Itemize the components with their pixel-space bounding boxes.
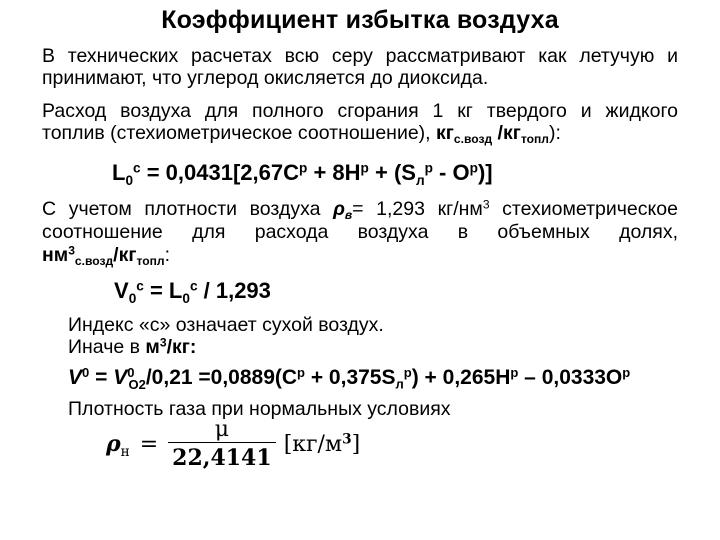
paragraph-3-line-1: С учетом плотности воздуха $\rho_в= 1,293$ $кг/нм^3$ стехиометрическое <box>42 197 678 223</box>
fraction-numerator: μ <box>214 417 230 442</box>
rho-air-symbol: $\rho_в$ <box>333 198 353 223</box>
unit-kg-air: $кг_{с.возд}$ $/кг_{топл}$ <box>436 122 549 147</box>
density-unit: $[кг/м^3]$ <box>283 431 361 457</box>
fraction-denominator: 22,4141 <box>168 442 276 471</box>
paragraph-5-line-1: Плотность газа при нормальных условиях <box>68 398 451 420</box>
formula-gas-density <box>106 418 360 470</box>
paragraph-4-line-2: Иначе в $м^3/кг$: <box>68 335 197 358</box>
paragraph-3-line-3: $нм^3_{с.возд}/кг_{топл}$: <box>42 243 170 269</box>
paragraph-2-line-1: Расход воздуха для полного сгорания 1 кг твердого и жидкого <box>42 100 678 122</box>
paragraph-1-line-1: В технических расчетах всю серу рассматривают как летучую и <box>42 45 678 67</box>
density-fraction <box>168 417 276 471</box>
paragraph-4-line-1: Индекс «с» означает сухой воздух. <box>68 314 384 336</box>
paragraph-2-line-2: топлив (стехиометрическое соотношение), $кг_{с.возд}$ $/кг_{топл}$): <box>42 122 561 147</box>
formula-air-volume: $V_0^с = L_0^с / 1,293$ <box>114 278 271 306</box>
paragraph-3-line-2: соотношение для расхода воздуха в объемных долях, <box>42 221 678 243</box>
equals-sign: = <box>139 431 159 457</box>
page-title: Коэффициент избытка воздуха <box>161 6 559 34</box>
unit-nm3-air: $нм^3_{с.возд}/кг_{топл}$ <box>42 243 165 269</box>
rho-gas-symbol: $\rho_н$ <box>106 431 130 460</box>
paragraph-1-line-2: принимают, что углерод окисляется до диоксида. <box>42 67 489 89</box>
paragraph-2-text: топлив (стехиометрическое соотношение), <box>42 122 437 144</box>
formula-air-volume-expanded: $V^0 = V^0_{O2}/0,21 =0,0889(C^р + 0,375S_л^р) + 0,265H^р - 0,0333O^р$ <box>68 364 631 392</box>
formula-air-mass: $L_0^с = 0,0431[2,67C^р + 8H^р + (S_л^р - O^р)]$ <box>112 160 493 188</box>
